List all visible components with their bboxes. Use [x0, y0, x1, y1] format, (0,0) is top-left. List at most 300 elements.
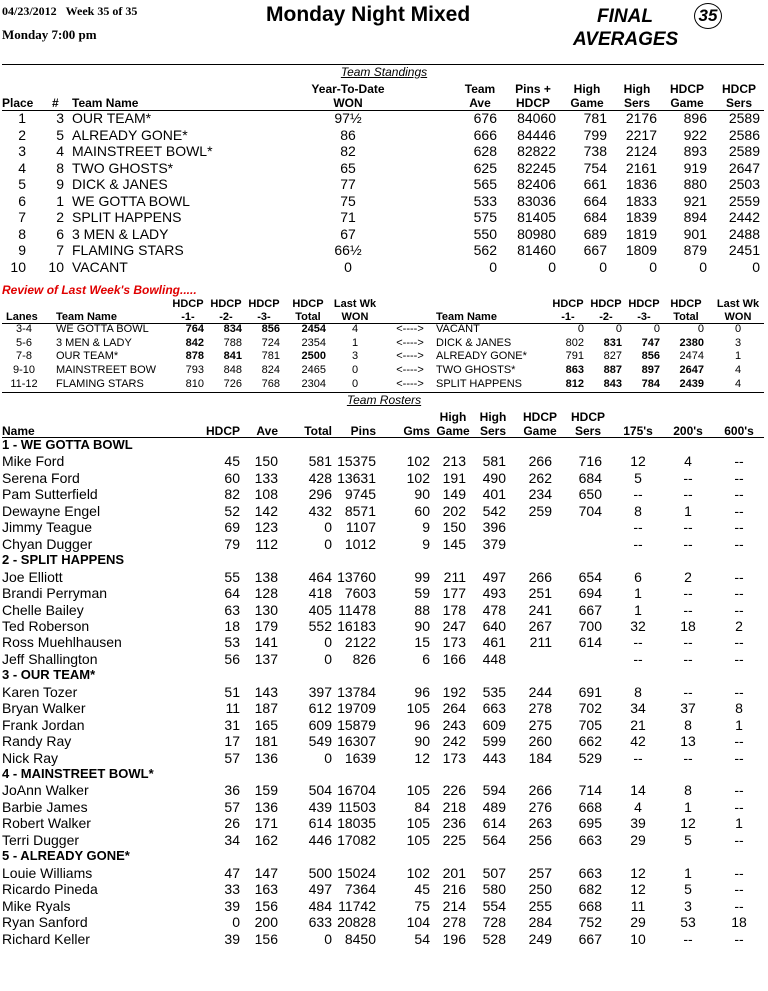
bowler-high-sers: 507: [482, 864, 506, 881]
standings-team: MAINSTREET BOWL*: [72, 143, 213, 159]
bowler-hdcp-game: 211: [529, 634, 552, 651]
bowler-600s: --: [734, 864, 744, 881]
rv-hdr-o1b: -1-: [561, 311, 575, 323]
review-o2: 827: [603, 350, 622, 363]
bowler-total: 432: [308, 502, 332, 519]
review-vs: <---->: [396, 323, 424, 335]
bowler-name: Jeff Shallington: [2, 650, 98, 667]
standings-hdcp-sers: 2488: [728, 225, 760, 242]
review-g2: 788: [223, 336, 242, 349]
roster-bowler-row: [0, 832, 768, 848]
review-row: [0, 364, 768, 378]
bowler-hdcp-game: 234: [528, 486, 552, 503]
bowler-high-game: 178: [442, 601, 466, 618]
ro-hdr-hg2: Game: [436, 424, 470, 438]
bowler-200s: --: [683, 683, 693, 700]
bowler-games: 9: [422, 519, 430, 536]
roster-bowler-row: [0, 717, 768, 733]
hdr-ytd-2: WON: [333, 96, 363, 110]
bowler-games: 102: [406, 469, 430, 486]
bowler-hdcp: 45: [224, 453, 240, 470]
bowler-ave: 141: [254, 634, 278, 651]
bowler-name: Ryan Sanford: [2, 914, 88, 931]
standings-team: ALREADY GONE*: [72, 126, 188, 143]
bowler-total: 439: [308, 798, 332, 815]
bowler-high-sers: 461: [482, 634, 506, 651]
roster-bowler-row: [0, 618, 768, 634]
standings-place: 2: [18, 126, 26, 143]
bowler-200s: 8: [684, 782, 692, 799]
standings-pins: 0: [548, 258, 556, 275]
review-opponent-won: 3: [734, 336, 742, 349]
bowler-total: 0: [324, 535, 332, 552]
bowler-high-game: 225: [442, 831, 466, 848]
review-opponent-total: 2647: [679, 364, 704, 377]
bowler-high-sers: 478: [482, 601, 506, 618]
ro-hdr-hg1: High: [439, 410, 467, 424]
report-date-week: [2, 4, 137, 19]
bowler-200s: --: [683, 749, 693, 766]
bowler-600s: --: [734, 469, 744, 486]
bowler-high-sers: 493: [482, 585, 506, 602]
review-row: [0, 323, 768, 337]
bowler-600s: --: [734, 519, 744, 536]
bowler-hdcp-game: 259: [528, 502, 552, 519]
roster-bowler-row: [0, 815, 768, 831]
bowler-hdcp: 31: [224, 716, 240, 733]
review-o1: 802: [565, 336, 584, 349]
bowler-600s: --: [734, 683, 744, 700]
standings-high-game: 781: [583, 110, 607, 126]
bowler-600s: --: [734, 535, 744, 552]
standings-hdcp-game: 896: [683, 110, 707, 126]
standings-hdcp-game: 0: [699, 258, 707, 275]
rv-hdr-o2b: -2-: [599, 311, 613, 323]
standings-hdcp-game: 894: [683, 209, 707, 225]
bowler-600s: --: [734, 601, 744, 618]
bowler-high-game: 236: [442, 815, 466, 832]
rv-hdr-olwa: Last Wk: [716, 298, 760, 310]
bowler-pins: 13631: [337, 469, 376, 486]
bowler-ave: 123: [254, 519, 278, 536]
review-row: [0, 350, 768, 364]
bowler-name: Barbie James: [2, 798, 88, 815]
bowler-high-game: 145: [442, 535, 466, 552]
averages-label: AVERAGES: [573, 29, 679, 50]
bowler-hdcp-game: 249: [528, 930, 552, 947]
standings-place: 10: [10, 258, 26, 275]
bowler-hdcp-sers: 684: [578, 469, 602, 486]
rv-hdr-o3b: -3-: [637, 311, 651, 323]
ro-hdr-gms: Gms: [403, 424, 430, 438]
ro-hdr-hdg2: Game: [523, 424, 557, 438]
standings-pins: 82245: [517, 159, 556, 176]
bowler-total: 0: [324, 634, 332, 651]
standings-high-game: 799: [583, 126, 607, 143]
review-lanes: 11-12: [10, 377, 38, 390]
bowler-hdcp-sers: 700: [578, 617, 602, 634]
hdr-team-name: Team Name: [72, 97, 252, 111]
review-opponent: ALREADY GONE*: [436, 350, 527, 363]
bowler-600s: 2: [735, 617, 743, 634]
bowler-high-sers: 580: [482, 881, 506, 898]
standings-num: 10: [48, 258, 64, 275]
roster-team-name: 4 - MAINSTREET BOWL*: [2, 766, 154, 781]
standings-pins: 81460: [517, 242, 556, 258]
review-opponent: TWO GHOSTS*: [436, 364, 516, 377]
bowler-hdcp-game: 275: [528, 716, 552, 733]
bowler-name: Mike Ryals: [2, 897, 71, 914]
bowler-ave: 163: [254, 881, 278, 898]
bowler-ave: 136: [254, 749, 278, 766]
hdr-ytd-1: Year-To-Date: [311, 82, 385, 96]
bowler-200s: --: [683, 486, 693, 503]
bowler-high-game: 242: [442, 733, 466, 750]
bowler-200s: 12: [680, 815, 696, 832]
standings-ave: 628: [473, 143, 497, 159]
bowler-hdcp-sers: 705: [578, 716, 602, 733]
bowler-hdcp: 51: [224, 683, 240, 700]
review-o3: 897: [641, 364, 660, 377]
bowler-175s: 12: [630, 453, 646, 470]
bowler-600s: --: [734, 798, 744, 815]
review-opponent-won: 0: [734, 323, 742, 335]
roster-bowler-row: [0, 602, 768, 618]
bowler-200s: --: [683, 585, 693, 602]
roster-bowler-row: [0, 881, 768, 897]
standings-high-sers: 2176: [625, 110, 657, 126]
standings-hdcp-game: 880: [683, 176, 707, 192]
bowler-ave: 171: [254, 815, 278, 832]
roster-team-heading: [0, 552, 768, 568]
review-opponent-won: 1: [734, 350, 742, 363]
bowler-600s: 1: [735, 716, 743, 733]
bowler-hdcp: 55: [224, 568, 240, 585]
rv-hdr-o2a: HDCP: [590, 298, 622, 310]
review-vs: <---->: [396, 377, 424, 390]
bowler-200s: --: [683, 601, 693, 618]
bowler-hdcp-game: 241: [528, 601, 552, 618]
bowler-games: 9: [422, 535, 430, 552]
hdr-hs-2: Sers: [623, 96, 651, 110]
standings-ave: 575: [473, 209, 497, 225]
bowler-hdcp-game: 284: [528, 914, 552, 931]
bowler-games: 75: [414, 897, 430, 914]
bowler-600s: --: [734, 733, 744, 750]
bowler-high-game: 201: [442, 864, 466, 881]
standings-place: 4: [18, 159, 26, 176]
bowler-total: 581: [308, 453, 332, 470]
report-date: 04/23/2012: [2, 4, 57, 18]
rv-hdr-g2b: -2-: [219, 311, 233, 323]
bowler-high-sers: 609: [482, 716, 506, 733]
bowler-total: 549: [308, 733, 332, 750]
roster-bowler-row: [0, 700, 768, 716]
ro-hdr-hdg1: HDCP: [522, 410, 557, 424]
bowler-pins: 9745: [344, 486, 376, 503]
bowler-pins: 11742: [338, 897, 376, 914]
bowler-hdcp: 56: [224, 650, 240, 667]
bowler-hdcp-sers: 691: [578, 683, 602, 700]
bowler-pins: 19709: [337, 700, 376, 717]
standings-won: 82: [340, 143, 356, 159]
bowler-high-game: 214: [442, 897, 466, 914]
bowler-high-game: 191: [442, 469, 466, 486]
bowler-total: 633: [308, 914, 332, 931]
review-vs: <---->: [396, 336, 424, 349]
standings-pins: 80980: [517, 225, 556, 242]
bowler-total: 418: [308, 585, 332, 602]
bowler-total: 405: [308, 601, 332, 618]
bowler-600s: --: [734, 782, 744, 799]
roster-bowler-row: [0, 865, 768, 881]
standings-high-sers: 1836: [625, 176, 657, 192]
bowler-high-game: 166: [442, 650, 466, 667]
bowler-ave: 200: [254, 914, 278, 931]
bowler-ave: 187: [254, 700, 278, 717]
review-total: 2465: [301, 364, 326, 377]
bowler-200s: --: [683, 519, 693, 536]
roster-bowler-row: [0, 651, 768, 667]
bowler-name: Karen Tozer: [2, 683, 78, 700]
bowler-hdcp-sers: 716: [578, 453, 602, 470]
bowler-200s: --: [683, 535, 693, 552]
roster-bowler-row: [0, 569, 768, 585]
bowler-hdcp-game: 251: [528, 585, 552, 602]
bowler-games: 59: [414, 585, 430, 602]
bowler-175s: 8: [634, 502, 642, 519]
roster-team-heading: [0, 667, 768, 683]
bowler-high-sers: 599: [482, 733, 506, 750]
standings-won: 67: [340, 225, 356, 242]
roster-bowler-row: [0, 799, 768, 815]
bowler-hdcp-game: 278: [528, 700, 552, 717]
standings-ave: 550: [473, 225, 497, 242]
bowler-high-sers: 401: [482, 486, 506, 503]
bowler-200s: --: [683, 469, 693, 486]
review-lanes: 5-6: [16, 336, 32, 349]
bowler-hdcp-game: 262: [528, 469, 552, 486]
roster-team-name: 5 - ALREADY GONE*: [2, 848, 130, 864]
bowler-175s: 4: [634, 798, 642, 815]
standings-num: 9: [56, 176, 64, 192]
bowler-600s: 8: [735, 700, 743, 717]
bowler-hdcp-sers: 668: [578, 897, 602, 914]
bowler-175s: 12: [630, 864, 646, 881]
standings-hdcp-game: 919: [683, 159, 707, 176]
standings-ave: 625: [473, 159, 497, 176]
review-o1: 791: [565, 350, 584, 363]
review-g3: 781: [261, 350, 280, 363]
standings-hdcp-sers: 2451: [728, 242, 760, 258]
bowler-pins: 826: [352, 650, 376, 667]
bowler-pins: 11478: [338, 601, 376, 618]
review-row: [0, 378, 768, 392]
standings-won: 75: [340, 192, 356, 209]
standings-team: VACANT: [72, 258, 128, 275]
bowler-600s: --: [734, 650, 744, 667]
bowler-hdcp-game: 267: [528, 617, 552, 634]
review-o1: 812: [565, 377, 584, 390]
hdr-pins-1: Pins +: [515, 82, 551, 96]
bowler-hdcp-sers: 714: [578, 782, 602, 799]
bowler-200s: 37: [680, 700, 696, 717]
standings-hdcp-sers: 2586: [728, 126, 760, 143]
review-won: 3: [351, 350, 359, 363]
standings-high-sers: 1809: [625, 242, 657, 258]
standings-high-sers: 1819: [625, 225, 657, 242]
review-g1: 810: [185, 377, 204, 390]
bowler-hdcp: 52: [224, 502, 240, 519]
hdr-hds-1: HDCP: [721, 82, 756, 96]
bowler-pins: 8571: [344, 502, 376, 519]
bowler-high-game: 213: [442, 453, 466, 470]
bowler-pins: 15879: [337, 716, 376, 733]
bowler-total: 609: [308, 716, 332, 733]
bowler-total: 0: [324, 749, 332, 766]
bowler-hdcp: 39: [224, 897, 240, 914]
bowler-hdcp: 63: [224, 601, 240, 618]
bowler-high-game: 192: [442, 683, 466, 700]
standings-hdcp-game: 922: [683, 126, 707, 143]
bowler-games: 45: [414, 881, 430, 898]
review-opponent-total: 2380: [679, 336, 704, 349]
roster-team-heading: [0, 766, 768, 782]
review-g1: 793: [185, 364, 204, 377]
bowler-175s: 39: [630, 815, 646, 832]
standings-hdcp-sers: 2647: [728, 159, 760, 176]
bowler-games: 105: [406, 700, 430, 717]
review-g1: 878: [185, 350, 204, 363]
bowler-ave: 147: [254, 864, 278, 881]
bowler-total: 614: [308, 815, 332, 832]
roster-bowler-row: [0, 634, 768, 650]
bowler-200s: 18: [680, 617, 696, 634]
bowler-hdcp: 79: [224, 535, 240, 552]
rv-hdr-g3a: HDCP: [248, 298, 280, 310]
rv-hdr-g1a: HDCP: [172, 298, 204, 310]
ro-hdr-600: 600's: [724, 424, 754, 438]
bowler-name: Pam Sutterfield: [2, 486, 98, 503]
standings-won: 71: [340, 209, 356, 225]
bowler-games: 102: [406, 453, 430, 470]
review-opponent-total: 2439: [679, 377, 704, 390]
review-o2: 831: [603, 336, 622, 349]
review-won: 0: [351, 377, 359, 390]
review-o3: 784: [641, 377, 660, 390]
review-team: WE GOTTA BOWL: [56, 323, 149, 335]
bowler-high-sers: 379: [482, 535, 506, 552]
review-team: FLAMING STARS: [56, 377, 144, 390]
hdr-pins-2: HDCP: [515, 96, 550, 110]
roster-bowler-row: [0, 750, 768, 766]
standings-hdcp-game: 893: [683, 143, 707, 159]
bowler-pins: 16704: [337, 782, 376, 799]
standings-team: FLAMING STARS: [72, 242, 184, 258]
bowler-name: Terri Dugger: [2, 831, 80, 848]
bowler-hdcp: 47: [224, 864, 240, 881]
hdr-hdg-2: Game: [670, 96, 704, 110]
bowler-name: Ricardo Pineda: [2, 881, 98, 898]
bowler-high-game: 177: [442, 585, 466, 602]
bowler-175s: --: [633, 650, 643, 667]
review-o3: 856: [641, 350, 660, 363]
bowler-hdcp-sers: 702: [578, 700, 602, 717]
bowler-hdcp-game: 257: [528, 864, 552, 881]
bowler-high-sers: 448: [482, 650, 506, 667]
bowler-200s: 5: [684, 881, 692, 898]
standings-high-sers: 2161: [625, 159, 657, 176]
bowler-175s: 1: [634, 601, 642, 618]
bowler-games: 105: [406, 831, 430, 848]
bowler-total: 612: [308, 700, 332, 717]
review-opponent: DICK & JANES: [436, 336, 512, 349]
standings-row: [0, 143, 768, 160]
bowler-hdcp-sers: 752: [578, 914, 602, 931]
bowler-pins: 13760: [337, 568, 376, 585]
hdr-ave-2: Ave: [469, 96, 491, 110]
bowler-high-game: 173: [442, 749, 466, 766]
hdr-ave-1: Team: [464, 82, 496, 96]
bowler-hdcp: 0: [232, 914, 240, 931]
standings-place: 6: [18, 192, 26, 209]
bowler-total: 484: [308, 897, 332, 914]
bowler-pins: 1012: [344, 535, 376, 552]
standings-won: 97½: [334, 110, 362, 126]
bowler-pins: 7603: [344, 585, 376, 602]
bowler-ave: 112: [255, 535, 278, 552]
standings-pins: 83036: [517, 192, 556, 209]
standings-high-game: 738: [583, 143, 607, 159]
standings-pins: 82822: [517, 143, 556, 159]
bowler-ave: 137: [254, 650, 278, 667]
bowler-total: 504: [308, 782, 332, 799]
rv-hdr-lanes: Lanes: [6, 311, 38, 323]
league-name: Monday Night Mixed: [266, 3, 471, 26]
bowler-name: Randy Ray: [2, 733, 72, 750]
roster-bowler-row: [0, 503, 768, 519]
review-o2: 887: [603, 364, 622, 377]
bowler-600s: --: [734, 881, 744, 898]
bowler-pins: 13784: [337, 683, 376, 700]
bowler-name: Joe Elliott: [2, 568, 63, 585]
bowler-200s: --: [683, 930, 693, 947]
standings-won: 77: [340, 176, 356, 192]
bowler-high-game: 247: [442, 617, 466, 634]
bowler-games: 99: [414, 568, 430, 585]
review-g3: 768: [261, 377, 280, 390]
bowler-175s: 29: [630, 831, 646, 848]
bowler-high-sers: 554: [482, 897, 506, 914]
ro-hdr-hds2: Sers: [574, 424, 602, 438]
bowler-hdcp: 69: [224, 519, 240, 536]
bowler-high-sers: 640: [482, 617, 506, 634]
bowler-high-sers: 663: [482, 700, 506, 717]
bowler-high-sers: 535: [482, 683, 506, 700]
bowler-high-game: 202: [442, 502, 466, 519]
roster-bowler-row: [0, 486, 768, 502]
standings-hdcp-game: 901: [683, 225, 707, 242]
rv-hdr-lwb: WON: [341, 311, 369, 323]
standings-num: 2: [56, 209, 64, 225]
review-vs: <---->: [396, 364, 424, 377]
bowler-175s: 32: [630, 617, 646, 634]
standings-won: 0: [344, 258, 352, 275]
roster-team-heading: [0, 848, 768, 864]
final-label: FINAL: [597, 6, 653, 27]
bowler-pins: 18035: [337, 815, 376, 832]
bowler-name: Dewayne Engel: [2, 502, 101, 519]
